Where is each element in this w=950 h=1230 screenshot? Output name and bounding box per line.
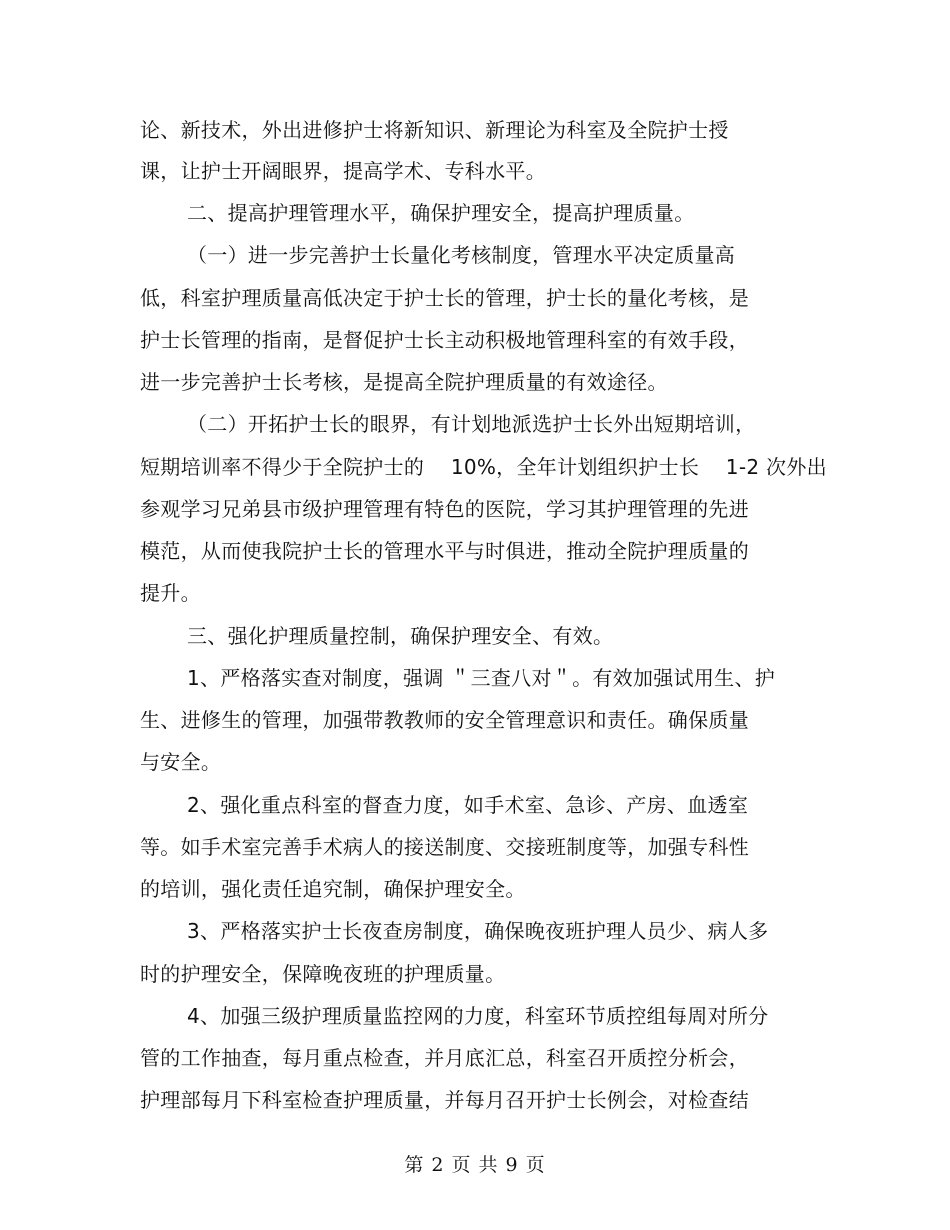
paragraph-line: 等。如手术室完善手术病人的接送制度、交接班制度等，加强专科性	[140, 835, 749, 859]
paragraph-line: 模范，从而使我院护士长的管理水平与时俱进，推动全院护理质量的	[140, 539, 749, 563]
paragraph-line: 论、新技术，外出进修护士将新知识、新理论为科室及全院护士授	[140, 118, 729, 142]
paragraph-line: 生、进修生的管理，加强带教教师的安全管理意识和责任。确保质量	[140, 708, 749, 732]
paragraph-line: 与安全。	[140, 750, 222, 774]
paragraph-line: 进一步完善护士长考核，是提高全院护理质量的有效途径。	[140, 370, 668, 394]
paragraph-line: 的培训，强化责任追究制，确保护理安全。	[140, 877, 526, 901]
paragraph-line: 提升。	[140, 581, 201, 605]
paragraph-line: （一）进一步完善护士长量化考核制度，管理水平决定质量高	[187, 243, 736, 267]
paragraph-line: 短期培训率不得少于全院护士的 10%，全年计划组织护士长 1-2 次外出	[140, 455, 827, 479]
paragraph-line: 低，科室护理质量高低决定于护士长的管理，护士长的量化考核，是	[140, 286, 749, 310]
paragraph-line: 2、强化重点科室的督查力度，如手术室、急诊、产房、血透室	[187, 793, 749, 817]
page-number-footer: 第 2 页 共 9 页	[404, 1154, 546, 1176]
section-heading: 二、提高护理管理水平，确保护理安全，提高护理质量。	[187, 201, 695, 225]
paragraph-line: 管的工作抽查，每月重点检查，并月底汇总，科室召开质控分析会，	[140, 1046, 749, 1070]
paragraph-line: 参观学习兄弟县市级护理管理有特色的医院，学习其护理管理的先进	[140, 497, 749, 521]
paragraph-line: 护理部每月下科室检查护理质量，并每月召开护士长例会，对检查结	[140, 1088, 749, 1112]
section-heading: 三、强化护理质量控制，确保护理安全、有效。	[187, 624, 614, 648]
paragraph-line: 4、加强三级护理质量监控网的力度，科室环节质控组每周对所分	[187, 1004, 769, 1028]
paragraph-line: 时的护理安全，保障晚夜班的护理质量。	[140, 962, 506, 986]
paragraph-line: 护士长管理的指南，是督促护士长主动积极地管理科室的有效手段，	[140, 328, 749, 352]
paragraph-line: （二）开拓护士长的眼界，有计划地派选护士长外出短期培训，	[187, 412, 756, 436]
paragraph-line: 课，让护士开阔眼界，提高学术、专科水平。	[140, 159, 546, 183]
paragraph-line: 3、严格落实护士长夜查房制度，确保晚夜班护理人员少、病人多	[187, 919, 769, 943]
paragraph-line: 1、严格落实查对制度，强调 ＂三查八对＂。有效加强试用生、护	[187, 666, 776, 690]
